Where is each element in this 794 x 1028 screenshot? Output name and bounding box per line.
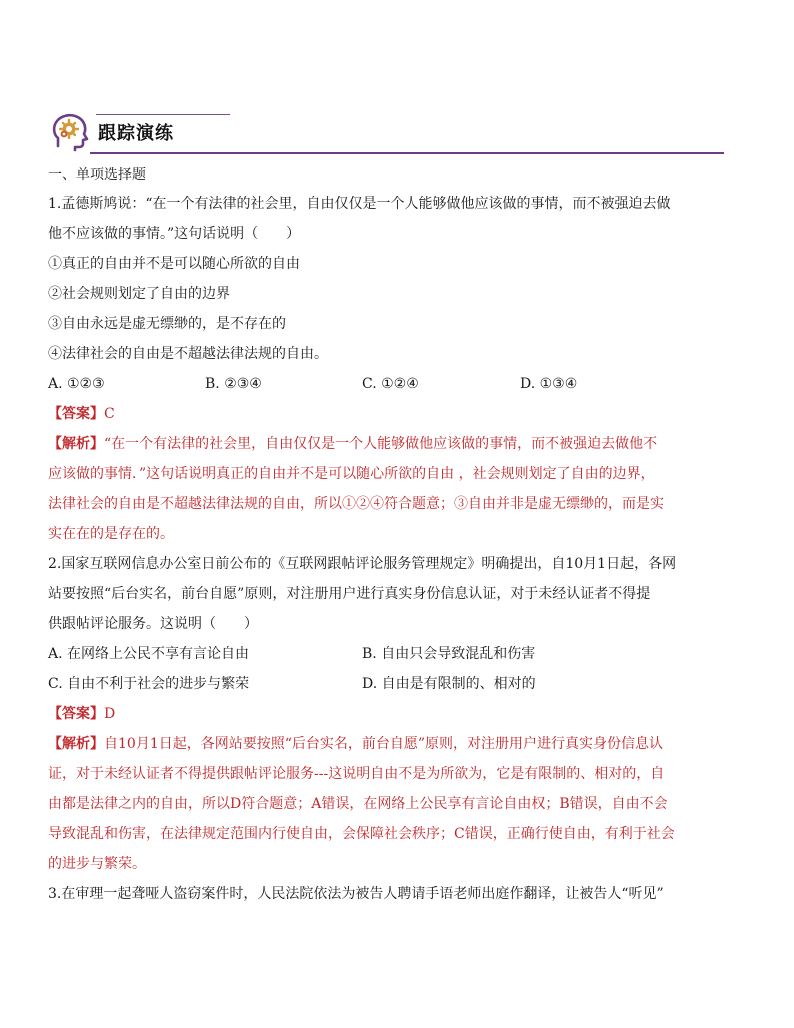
question-2-option-b: B. 自由只会导致混乱和伤害 — [362, 646, 536, 662]
question-1-statement-2: ②社会规则划定了自由的边界 — [48, 286, 230, 302]
answer-tag: 【答案】 — [48, 406, 104, 422]
question-2-option-c: C. 自由不利于社会的进步与繁荣 — [48, 676, 250, 692]
question-1-option-c: C. ①②④ — [362, 376, 419, 392]
section-header — [50, 108, 724, 156]
question-1-statement-3: ③自由永远是虚无缥缈的，是不存在的 — [48, 316, 286, 332]
question-1-analysis-line-1: 【解析】“在一个有法律的社会里，自由仅仅是一个人能够做他应该做的事情，而不被强迫去做他不 — [48, 436, 658, 452]
question-2-analysis-line-2: 证，对于未经认证者不得提供跟帖评论服务---这说明自由不是为所欲为，它是有限制的、相对的，自 — [48, 766, 665, 782]
section-heading: 一、单项选择题 — [48, 167, 146, 183]
question-2-stem-line-2: 站要按照“后台实名，前台自愿”原则，对注册用户进行真实身份信息认证，对于未经认证者不得提 — [48, 586, 651, 602]
question-2 — [48, 549, 748, 879]
answer-value: D — [104, 706, 116, 722]
question-1-option-d: D. ①③④ — [520, 376, 578, 392]
answer-value: C — [104, 406, 115, 422]
question-1-option-b: B. ②③④ — [205, 376, 262, 392]
content — [48, 161, 748, 909]
question-2-option-a: A. 在网络上公民不享有言论自由 — [48, 646, 250, 662]
question-1-options — [48, 369, 748, 399]
question-2-stem-line-1: 2.国家互联网信息办公室日前公布的《互联网跟帖评论服务管理规定》明确提出，自10月1日起，各网 — [48, 556, 677, 572]
question-2-analysis-line-1: 【解析】自10月1日起，各网站要按照“后台实名，前台自愿”原则，对注册用户进行真实身份信息认 — [48, 736, 664, 752]
analysis-tag: 【解析】 — [48, 436, 104, 452]
header-rule — [90, 152, 724, 154]
question-2-analysis-line-5: 的进步与繁荣。 — [48, 856, 146, 872]
question-1-option-a: A. ①②③ — [48, 376, 105, 392]
question-1-stem-line-1: 1.孟德斯鸠说：“在一个有法律的社会里，自由仅仅是一个人能够做他应该做的事情，而不被强迫去做 — [48, 196, 671, 212]
question-1-statement-4: ④法律社会的自由是不超越法律法规的自由。 — [48, 346, 328, 362]
question-2-answer — [48, 699, 748, 729]
question-2-option-d: D. 自由是有限制的、相对的 — [362, 676, 536, 692]
question-1-analysis-line-4: 实在在的是存在的。 — [48, 526, 174, 542]
header-top-line — [96, 114, 230, 115]
question-1-analysis-line-2: 应该做的事情．”这句话说明真正的自由并不是可以随心所欲的自由 ，社会规则划定了自由的边界， — [48, 466, 655, 482]
question-1-statement-1: ①真正的自由并不是可以随心所欲的自由 — [48, 256, 300, 272]
question-2-options-row-1 — [48, 639, 748, 669]
question-2-analysis-line-3: 由都是法律之内的自由，所以D符合题意；A错误，在网络上公民享有言论自由权；B错误，自由不会 — [48, 796, 668, 812]
section-title: 跟踪演练 — [98, 123, 174, 144]
answer-tag: 【答案】 — [48, 706, 104, 722]
question-1-analysis-line-3: 法律社会的自由是不超越法律法规的自由，所以①②④符合题意；③自由并非是虚无缥缈的，而是实 — [48, 496, 664, 512]
question-1-stem-line-2: 他不应该做的事情。”这句话说明（ ） — [48, 226, 301, 242]
question-1-answer — [48, 399, 748, 429]
question-1 — [48, 189, 748, 549]
brain-gear-icon — [50, 112, 90, 152]
analysis-tag: 【解析】 — [48, 736, 104, 752]
question-3-stem-line-1: 3.在审理一起聋哑人盗窃案件时，人民法院依法为被告人聘请手语老师出庭作翻译，让被告人“听见” — [48, 886, 664, 902]
question-2-options-row-2 — [48, 669, 748, 699]
question-3 — [48, 879, 748, 909]
question-2-analysis-line-4: 导致混乱和伤害，在法律规定范围内行使自由，会保障社会秩序；C错误，正确行使自由，有利于社会 — [48, 826, 675, 842]
question-2-stem-line-3: 供跟帖评论服务。这说明（ ） — [48, 616, 258, 632]
